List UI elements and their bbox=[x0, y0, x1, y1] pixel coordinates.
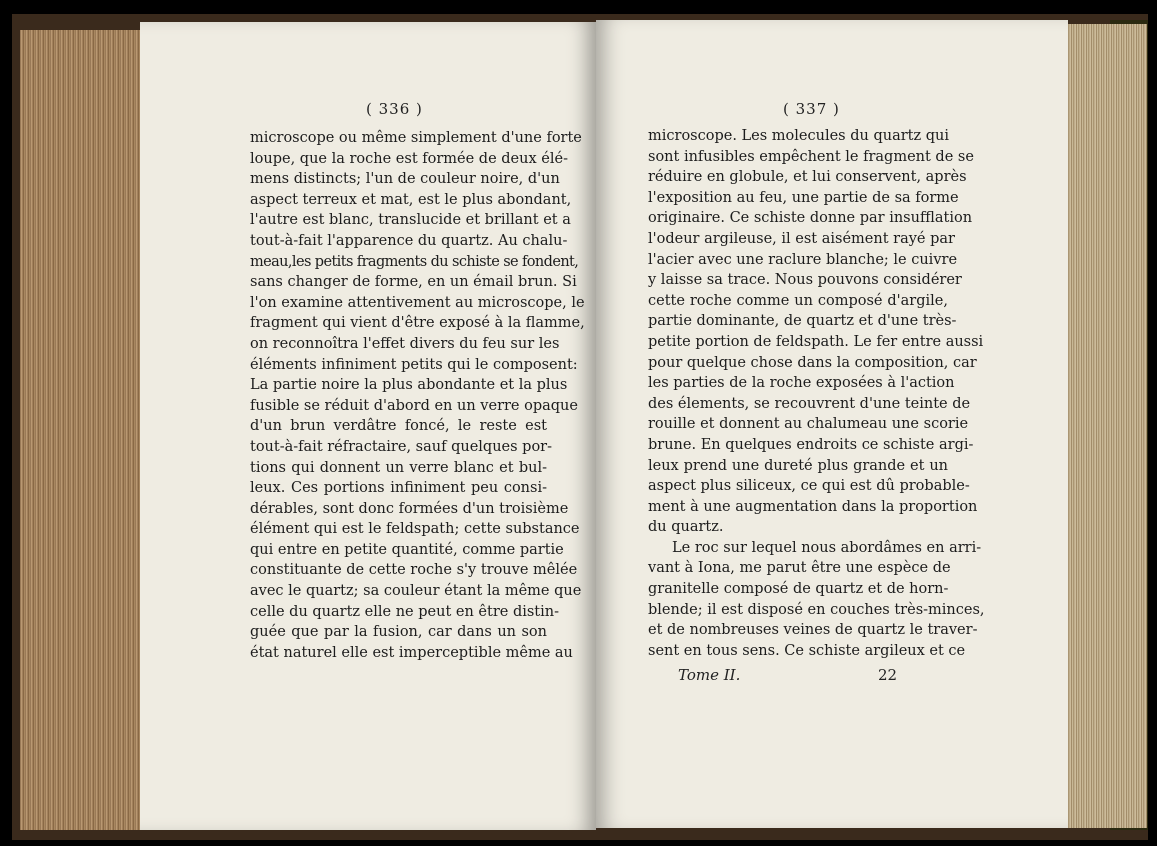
volume-label: Tome II. bbox=[678, 666, 741, 684]
text-line: l'odeur argileuse, il est aisément rayé par bbox=[648, 230, 955, 247]
text-line: qui entre en petite quantité, comme partie bbox=[250, 541, 564, 558]
signature-mark: 22 bbox=[878, 666, 898, 684]
text-line: fragment qui vient d'être exposé à la flamme, bbox=[250, 315, 585, 332]
text-line: leux prend une dureté plus grande et un bbox=[648, 457, 948, 474]
text-line: d'un brun verdâtre foncé, le reste est bbox=[250, 418, 547, 435]
text-line: microscope ou même simplement d'une forte bbox=[250, 130, 582, 146]
text-line: mens distincts; l'un de couleur noire, d'un bbox=[250, 171, 560, 188]
text-line: élément qui est le feldspath; cette substance bbox=[250, 521, 580, 538]
text-line: ment à une augmentation dans la proportion bbox=[648, 498, 978, 515]
text-line: avec le quartz; sa couleur étant la même que bbox=[250, 583, 582, 600]
right-page-edges bbox=[1062, 24, 1147, 828]
text-line: du quartz. bbox=[648, 519, 724, 536]
text-line: sent en tous sens. Ce schiste argileux et ce bbox=[648, 642, 966, 659]
left-page-text bbox=[250, 128, 585, 663]
text-line: des élements, se recouvrent d'une teinte de bbox=[648, 395, 971, 412]
text-line: La partie noire la plus abondante et la plus bbox=[250, 377, 568, 394]
text-line: réduire en globule, et lui conservent, après bbox=[648, 169, 967, 186]
text-line: granitelle composé de quartz et de horn- bbox=[648, 581, 949, 598]
text-line: aspect terreux et mat, est le plus abondant, bbox=[250, 191, 572, 208]
text-line: tout-à-fait l'apparence du quartz. Au chalu- bbox=[250, 232, 568, 249]
text-line: microscope. Les molecules du quartz qui bbox=[648, 128, 949, 144]
text-line: cette roche comme un composé d'argile, bbox=[648, 292, 948, 309]
text-line: et de nombreuses veines de quartz le traver- bbox=[648, 622, 978, 639]
text-line: partie dominante, de quartz et d'une très- bbox=[648, 313, 957, 330]
text-line: les parties de la roche exposées à l'action bbox=[648, 375, 955, 392]
text-line: guée que par la fusion, car dans un son bbox=[250, 624, 547, 641]
text-line: dérables, sont donc formées d'un troisième bbox=[250, 500, 569, 517]
text-line: originaire. Ce schiste donne par insufflation bbox=[648, 210, 973, 227]
text-line: l'acier avec une raclure blanche; le cuivre bbox=[648, 251, 958, 268]
text-line: tout-à-fait réfractaire, sauf quelques por- bbox=[250, 438, 553, 455]
page-number: ( 337 ) bbox=[783, 100, 840, 118]
text-line: état naturel elle est imperceptible même au bbox=[250, 644, 573, 661]
page-footer bbox=[678, 666, 908, 684]
text-line: celle du quartz elle ne peut en être distin- bbox=[250, 603, 560, 620]
text-line: tions qui donnent un verre blanc et bul- bbox=[250, 459, 547, 476]
text-line: constituante de cette roche s'y trouve mêlée bbox=[250, 562, 578, 579]
text-line: l'autre est blanc, translucide et brillant et a bbox=[250, 212, 571, 229]
text-line: meau,les petits fragments du schiste se fondent, bbox=[250, 253, 579, 270]
text-line: brune. En quelques endroits ce schiste argi- bbox=[648, 436, 974, 453]
text-line: sont infusibles empêchent le fragment de se bbox=[648, 148, 974, 165]
text-line: petite portion de feldspath. Le fer entre aussi bbox=[648, 333, 984, 350]
text-line: blende; il est disposé en couches très-minces, bbox=[648, 601, 985, 618]
text-line: fusible se réduit d'abord en un verre opaque bbox=[250, 397, 578, 414]
text-line: l'on examine attentivement au microscope, le bbox=[250, 294, 585, 311]
text-line: y laisse sa trace. Nous pouvons considérer bbox=[648, 272, 962, 289]
text-line: Le roc sur lequel nous abordâmes en arri- bbox=[672, 539, 982, 556]
right-page-text bbox=[648, 126, 985, 661]
text-line: leux. Ces portions infiniment peu consi- bbox=[250, 480, 547, 497]
page-number: ( 336 ) bbox=[366, 100, 423, 118]
text-line: loupe, que la roche est formée de deux élé- bbox=[250, 150, 568, 167]
text-line: aspect plus siliceux, ce qui est dû probable- bbox=[648, 478, 970, 495]
text-line: pour quelque chose dans la composition, car bbox=[648, 354, 977, 371]
text-line: vant à Iona, me parut être une espèce de bbox=[648, 560, 951, 577]
left-page-edges bbox=[20, 30, 155, 830]
text-line: éléments infiniment petits qui le composent: bbox=[250, 356, 578, 373]
text-line: sans changer de forme, en un émail brun. Si bbox=[250, 274, 577, 291]
right-page bbox=[596, 20, 1068, 828]
text-line: on reconnoîtra l'effet divers du feu sur les bbox=[250, 335, 560, 352]
text-line: l'exposition au feu, une partie de sa forme bbox=[648, 189, 959, 206]
left-page bbox=[140, 22, 596, 830]
text-line: rouille et donnent au chalumeau une scorie bbox=[648, 416, 969, 433]
